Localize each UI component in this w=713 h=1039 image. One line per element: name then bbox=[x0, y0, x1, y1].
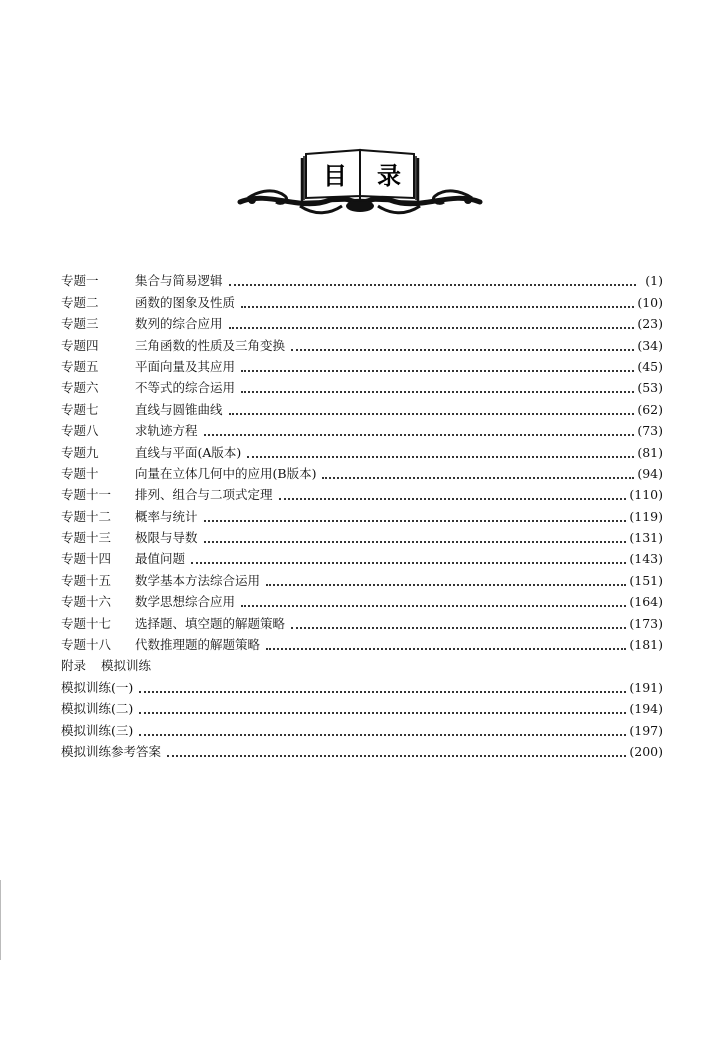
toc-entry-page: (94) bbox=[637, 465, 663, 481]
toc-entry-page: (119) bbox=[629, 508, 663, 524]
toc-entry[interactable] bbox=[61, 332, 663, 353]
toc-entry-page: (1) bbox=[645, 273, 663, 289]
toc-entry-page: (143) bbox=[629, 551, 663, 567]
toc-entry-label: 专题十四 bbox=[61, 551, 112, 567]
toc-entry[interactable] bbox=[61, 503, 663, 524]
dot-leader bbox=[139, 712, 626, 714]
dot-leader bbox=[241, 306, 634, 308]
dot-leader bbox=[229, 284, 636, 286]
toc-entry-title: 选择题、填空题的解题策略 bbox=[135, 615, 286, 631]
toc-entry[interactable] bbox=[61, 268, 663, 289]
toc-entry[interactable] bbox=[61, 525, 663, 546]
dot-leader bbox=[204, 520, 627, 522]
toc-entry-page: (45) bbox=[637, 358, 663, 374]
dot-leader bbox=[204, 541, 627, 543]
toc-entry-title: 数学思想综合应用 bbox=[135, 594, 236, 610]
dot-leader bbox=[229, 413, 635, 415]
toc-entry[interactable] bbox=[61, 696, 663, 717]
dot-leader bbox=[139, 734, 626, 736]
toc-entry-title: 概率与统计 bbox=[135, 508, 198, 524]
toc-entry-page: (62) bbox=[637, 401, 663, 417]
toc-entry-label: 专题五 bbox=[61, 358, 99, 374]
toc-entry-title: 直线与平面(A版本) bbox=[135, 444, 242, 460]
toc-entry[interactable] bbox=[61, 375, 663, 396]
toc-entry-label: 专题十一 bbox=[61, 487, 112, 503]
toc-entry-title: 向量在立体几何中的应用(B版本) bbox=[135, 465, 317, 481]
toc-entry-title: 模拟训练 bbox=[101, 658, 152, 674]
toc-entry-title: 数列的综合应用 bbox=[135, 316, 223, 332]
toc-entry[interactable] bbox=[61, 396, 663, 417]
toc-entry[interactable] bbox=[61, 311, 663, 332]
toc-entry[interactable] bbox=[61, 418, 663, 439]
toc-entry-label: 附录 bbox=[61, 658, 87, 674]
toc-entry-title: 数学基本方法综合运用 bbox=[135, 572, 261, 588]
toc-entry-title: 求轨迹方程 bbox=[135, 423, 198, 439]
dot-leader bbox=[291, 627, 626, 629]
toc-entry-page: (73) bbox=[637, 423, 663, 439]
toc-entry-page: (53) bbox=[637, 380, 663, 396]
toc-entry-page: (200) bbox=[629, 743, 663, 759]
toc-entry-page: (173) bbox=[629, 615, 663, 631]
toc-entry-page: (10) bbox=[637, 294, 663, 310]
scan-edge-line bbox=[0, 880, 1, 960]
toc-entry-title: 模拟训练参考答案 bbox=[61, 743, 162, 759]
toc-entry-page: (181) bbox=[629, 637, 663, 653]
dot-leader bbox=[279, 498, 627, 500]
toc-entry-title: 代数推理题的解题策略 bbox=[135, 637, 261, 653]
toc-entry-label: 专题四 bbox=[61, 337, 99, 353]
toc-entry-page: (194) bbox=[629, 701, 663, 717]
toc-entry-label: 专题十二 bbox=[61, 508, 112, 524]
toc-entry-page: (191) bbox=[629, 679, 663, 695]
dot-leader bbox=[241, 370, 634, 372]
toc-entry[interactable] bbox=[61, 610, 663, 631]
dot-leader bbox=[204, 434, 635, 436]
toc-entry-title: 模拟训练(一) bbox=[61, 679, 134, 695]
toc-entry-label: 专题十 bbox=[61, 465, 99, 481]
toc-entry-title: 三角函数的性质及三角变换 bbox=[135, 337, 286, 353]
toc-section-heading[interactable] bbox=[61, 653, 663, 674]
dot-leader bbox=[322, 477, 634, 479]
toc-entry-label: 专题十三 bbox=[61, 530, 112, 546]
toc-entry-title: 不等式的综合运用 bbox=[135, 380, 236, 396]
title-char-1: 目 bbox=[323, 160, 349, 190]
dot-leader bbox=[241, 605, 626, 607]
toc-entry-label: 专题六 bbox=[61, 380, 99, 396]
dot-leader bbox=[291, 349, 634, 351]
toc-entry[interactable] bbox=[61, 632, 663, 653]
toc-entry[interactable] bbox=[61, 717, 663, 738]
toc-entry-title: 直线与圆锥曲线 bbox=[135, 401, 223, 417]
dot-leader bbox=[266, 584, 626, 586]
toc-entry-title: 函数的图象及性质 bbox=[135, 294, 236, 310]
toc-entry-title: 最值问题 bbox=[135, 551, 186, 567]
toc-entry[interactable] bbox=[61, 546, 663, 567]
toc-entry[interactable] bbox=[61, 289, 663, 310]
table-of-contents bbox=[61, 268, 663, 760]
toc-entry[interactable] bbox=[61, 674, 663, 695]
toc-entry-page: (23) bbox=[637, 316, 663, 332]
toc-entry-page: (151) bbox=[629, 572, 663, 588]
toc-entry[interactable] bbox=[61, 439, 663, 460]
toc-entry-page: (164) bbox=[629, 594, 663, 610]
toc-entry-title: 平面向量及其应用 bbox=[135, 358, 236, 374]
toc-entry[interactable] bbox=[61, 739, 663, 760]
toc-entry[interactable] bbox=[61, 482, 663, 503]
toc-entry-title: 排列、组合与二项式定理 bbox=[135, 487, 273, 503]
toc-entry[interactable] bbox=[61, 354, 663, 375]
toc-entry-page: (81) bbox=[637, 444, 663, 460]
dot-leader bbox=[229, 327, 635, 329]
toc-entry-label: 专题十七 bbox=[61, 615, 112, 631]
title-char-2: 录 bbox=[377, 160, 403, 190]
dot-leader bbox=[241, 391, 634, 393]
dot-leader bbox=[266, 648, 626, 650]
toc-entry[interactable] bbox=[61, 567, 663, 588]
toc-entry-page: (131) bbox=[629, 530, 663, 546]
toc-entry-page: (110) bbox=[629, 487, 663, 503]
toc-entry-label: 专题九 bbox=[61, 444, 99, 460]
dot-leader bbox=[139, 691, 626, 693]
toc-entry[interactable] bbox=[61, 461, 663, 482]
toc-entry-label: 专题十五 bbox=[61, 572, 112, 588]
dot-leader bbox=[167, 755, 626, 757]
toc-entry[interactable] bbox=[61, 589, 663, 610]
toc-entry-title: 模拟训练(三) bbox=[61, 722, 134, 738]
toc-entry-label: 专题一 bbox=[61, 273, 99, 289]
dot-leader bbox=[191, 562, 626, 564]
toc-entry-title: 极限与导数 bbox=[135, 530, 198, 546]
toc-entry-label: 专题十六 bbox=[61, 594, 112, 610]
toc-entry-page: (34) bbox=[637, 337, 663, 353]
toc-entry-label: 专题八 bbox=[61, 423, 99, 439]
page-title bbox=[308, 153, 418, 193]
toc-entry-title: 集合与简易逻辑 bbox=[135, 273, 223, 289]
toc-entry-label: 专题三 bbox=[61, 316, 99, 332]
toc-entry-label: 专题七 bbox=[61, 401, 99, 417]
toc-entry-page: (197) bbox=[629, 722, 663, 738]
toc-entry-title: 模拟训练(二) bbox=[61, 701, 134, 717]
toc-entry-label: 专题二 bbox=[61, 294, 99, 310]
toc-entry-label: 专题十八 bbox=[61, 637, 112, 653]
dot-leader bbox=[247, 456, 634, 458]
